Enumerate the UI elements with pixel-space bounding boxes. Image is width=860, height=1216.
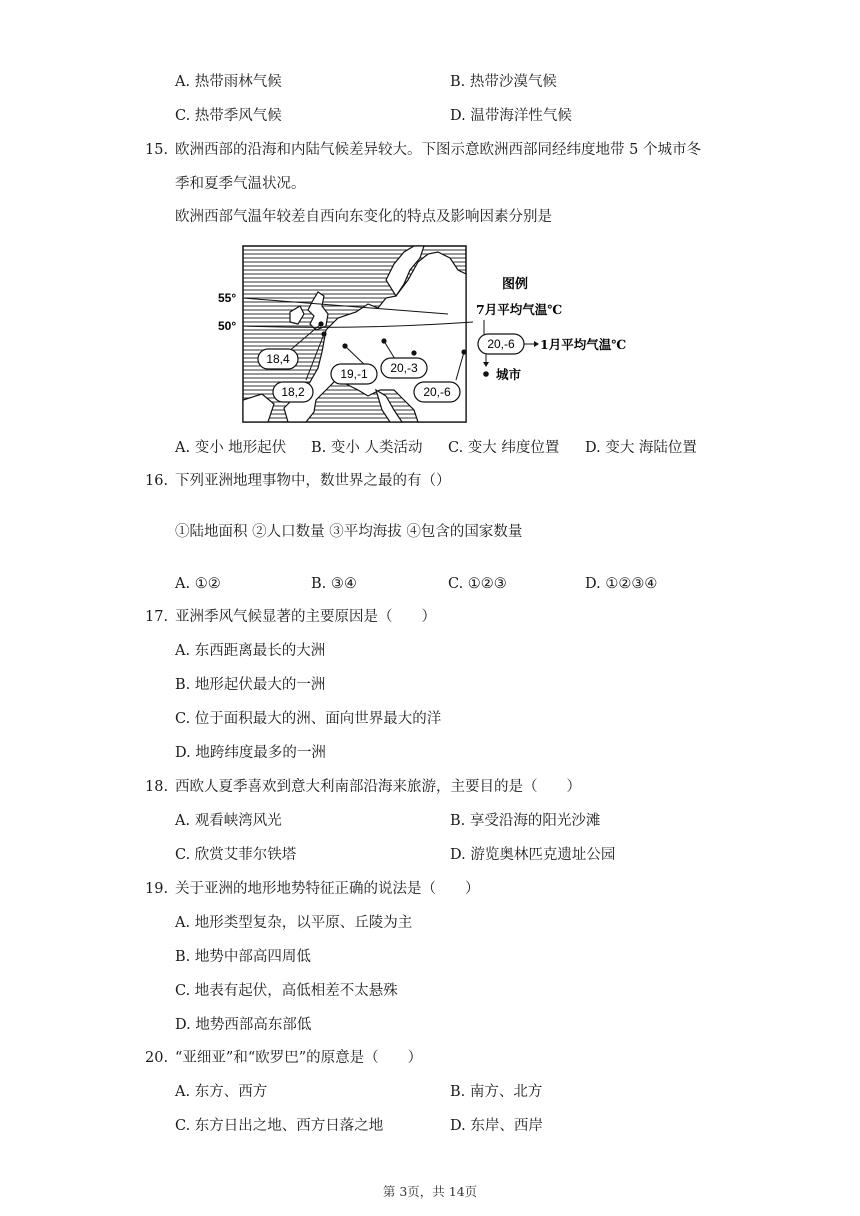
q15-option-d: D. 变大 海陆位置 — [585, 440, 697, 456]
q17-number: 17. — [145, 609, 169, 625]
city-dot — [411, 350, 416, 355]
legend-july-label: 7月平均气温℃ — [476, 302, 563, 317]
q19-option-c: C. 地表有起伏，高低相差不太悬殊 — [175, 983, 398, 999]
q17-option-a: A. 东西距离最长的大洲 — [175, 643, 326, 659]
q16-items: ①陆地面积 ②人口数量 ③平均海拔 ④包含的国家数量 — [175, 524, 523, 540]
q19-stem: 关于亚洲的地形地势特征正确的说法是（ ） — [175, 881, 480, 897]
q20-option-c: C. 东方日出之地、西方日落之地 — [175, 1118, 384, 1134]
q16-option-a: A. ①② — [175, 576, 221, 592]
legend-sample-label: 20,-6 — [487, 337, 515, 351]
q15-number: 15. — [145, 142, 169, 158]
q14-option-d: D. 温带海洋性气候 — [450, 108, 572, 124]
q20-stem: “亚细亚”和“欧罗巴”的原意是（ ） — [175, 1050, 423, 1066]
q15-option-c: C. 变大 纬度位置 — [448, 440, 560, 456]
q18-option-c: C. 欣赏艾菲尔铁塔 — [175, 847, 297, 863]
q14-option-a: A. 热带雨林气候 — [175, 74, 282, 90]
q18-option-a: A. 观看峡湾风光 — [175, 813, 282, 829]
q20-number: 20. — [145, 1050, 169, 1066]
legend-january-label: 1月平均气温℃ — [540, 337, 627, 352]
q18-number: 18. — [145, 779, 169, 795]
city-label-1: 18,4 — [266, 352, 290, 366]
q16-number: 16. — [145, 473, 169, 489]
q18-option-d: D. 游览奥林匹克遗址公园 — [450, 847, 616, 863]
q17-option-b: B. 地形起伏最大的一洲 — [175, 677, 326, 693]
legend-city-label: 城市 — [496, 367, 522, 382]
q19-option-a: A. 地形类型复杂，以平原、丘陵为主 — [175, 915, 413, 931]
page-footer: 第 3页，共 14页 — [382, 1184, 478, 1199]
q20-option-a: A. 东方、西方 — [175, 1084, 268, 1100]
q17-option-d: D. 地跨纬度最多的一洲 — [175, 745, 326, 761]
q15-stem-line1: 欧洲西部的沿海和内陆气候差异较大。下图示意欧洲西部同经纬度地带 5 个城市冬 — [175, 142, 701, 158]
latitude-55-label: 55° — [218, 291, 237, 305]
q19-option-b: B. 地势中部高四周低 — [175, 949, 311, 965]
q20-option-b: B. 南方、北方 — [450, 1084, 543, 1100]
q19-number: 19. — [145, 881, 169, 897]
q20-option-d: D. 东岸、西岸 — [450, 1118, 543, 1134]
europe-temperature-map — [218, 240, 658, 430]
q16-option-b: B. ③④ — [311, 576, 357, 592]
legend-title: 图例 — [502, 277, 529, 292]
latitude-50-label: 50° — [218, 319, 237, 333]
q17-option-c: C. 位于面积最大的洲、面向世界最大的洋 — [175, 711, 442, 727]
q16-stem: 下列亚洲地理事物中，数世界之最的有（） — [175, 473, 451, 489]
city-label-2: 18,2 — [281, 385, 305, 399]
q18-option-b: B. 享受沿海的阳光沙滩 — [450, 813, 601, 829]
q18-stem: 西欧人夏季喜欢到意大利南部沿海来旅游，主要目的是（ ） — [175, 779, 581, 795]
city-label-5: 20,-6 — [423, 385, 451, 399]
q16-option-c: C. ①②③ — [448, 576, 507, 592]
q15-option-a: A. 变小 地形起伏 — [175, 440, 287, 456]
q15-option-b: B. 变小 人类活动 — [311, 440, 423, 456]
q14-option-b: B. 热带沙漠气候 — [450, 74, 557, 90]
q16-option-d: D. ①②③④ — [585, 576, 658, 592]
city-label-3: 19,-1 — [340, 367, 368, 381]
city-label-4: 20,-3 — [390, 361, 418, 375]
q15-question: 欧洲西部气温年较差自西向东变化的特点及影响因素分别是 — [175, 209, 552, 225]
q14-option-c: C. 热带季风气候 — [175, 108, 282, 124]
q17-stem: 亚洲季风气候显著的主要原因是（ ） — [175, 609, 436, 625]
legend-city-dot — [483, 371, 489, 377]
q19-option-d: D. 地势西部高东部低 — [175, 1017, 312, 1033]
q15-stem-line2: 季和夏季气温状况。 — [175, 176, 306, 192]
